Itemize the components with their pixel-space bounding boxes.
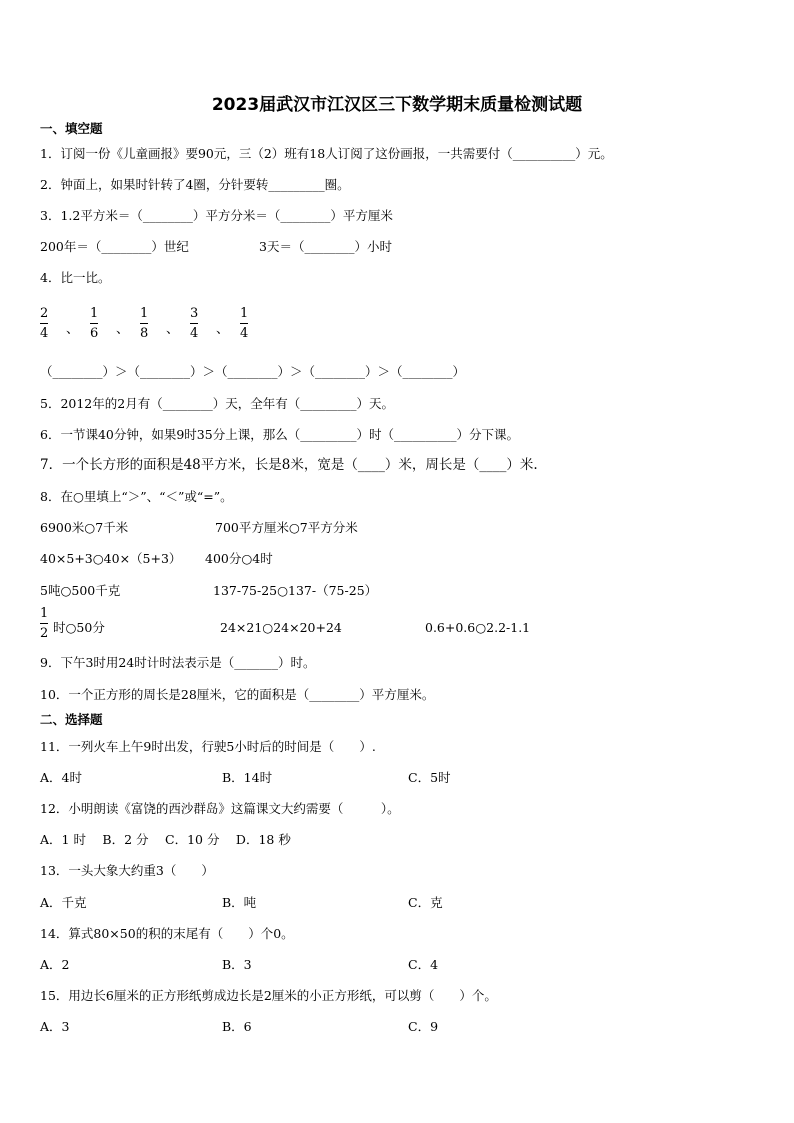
fraction-2-denominator: 6 [90,326,99,341]
question-8-row-3b: 137-75-25○137-（75-25） [213,583,378,598]
question-13-option-b: B．吨 [222,895,257,910]
question-8-row-4a: 时○50分 [53,620,105,635]
fraction-bar [240,323,248,324]
fraction-4 [190,306,198,341]
fraction-bar [90,323,98,324]
page-title: 2023届武汉市江汉区三下数学期末质量检测试题 [211,95,583,115]
question-5: 5．2012年的2月有（________）天，全年有（_________）天。 [40,396,394,411]
fraction-2 [90,306,98,341]
fraction-half [40,606,48,641]
fraction-3 [140,306,148,341]
fraction-half-denominator: 2 [40,626,49,641]
question-1: 1．订阅一份《儿童画报》要90元，三（2）班有18人订阅了这份画报，一共需要付（__________）元。 [40,146,613,161]
question-6: 6．一节课40分钟，如果9时35分上课，那么（_________）时（__________）分下课。 [40,427,519,442]
question-13: 13．一头大象大约重3（ ） [40,863,214,878]
fraction-half-numerator: 1 [40,606,49,621]
fraction-3-denominator: 8 [140,326,149,341]
fraction-2-numerator: 1 [90,306,99,321]
question-8-row-2b: 400分○4时 [205,551,273,566]
question-8-row-4b: 24×21○24×20+24 [220,620,342,635]
question-11-option-c: C．5时 [408,770,451,785]
question-11-option-a: A．4时 [40,770,82,785]
question-11: 11．一列火车上午9时出发，行驶5小时后的时间是（ ）. [40,739,376,754]
question-14-option-c: C．4 [408,957,439,972]
fraction-1-denominator: 4 [40,326,49,341]
question-3-line-2b: 3天＝（________）小时 [259,239,392,254]
fraction-4-numerator: 3 [190,306,199,321]
question-7: 7．一个长方形的面积是48平方米，长是8米，宽是（____）米，周长是（____）米. [40,457,538,473]
question-13-option-a: A．千克 [40,895,87,910]
question-9: 9．下午3时用24时计时法表示是（_______）时。 [40,655,316,670]
section-heading-choice: 二、选择题 [40,712,103,727]
question-4: 4．比一比。 [40,270,111,285]
fraction-bar [40,323,48,324]
fraction-separator: 、 [166,322,180,337]
question-14: 14．算式80×50的积的末尾有（ ）个0。 [40,926,294,941]
fraction-bar [190,323,198,324]
fraction-1-numerator: 2 [40,306,49,321]
fraction-1 [40,306,48,341]
question-15-option-c: C．9 [408,1019,439,1034]
fraction-separator: 、 [116,322,130,337]
fraction-separator: 、 [216,322,230,337]
question-15-option-b: B．6 [222,1019,252,1034]
fraction-separator: 、 [66,322,80,337]
question-15-option-a: A．3 [40,1019,70,1034]
fraction-3-numerator: 1 [140,306,149,321]
fraction-5 [240,306,248,341]
question-12-options: A．1 时 B．2 分 C．10 分 D．18 秒 [40,832,291,847]
question-8: 8．在○里填上“＞”、“＜”或“=”。 [40,489,233,504]
question-8-row-3a: 5吨○500千克 [40,583,121,598]
section-heading-fill: 一、填空题 [40,121,103,136]
question-13-option-c: C．克 [408,895,443,910]
fraction-bar [40,623,48,624]
question-10: 10．一个正方形的周长是28厘米，它的面积是（________）平方厘米。 [40,687,435,702]
fraction-bar [140,323,148,324]
question-12: 12．小明朗读《富饶的西沙群岛》这篇课文大约需要（ ）。 [40,801,400,816]
question-11-option-b: B．14时 [222,770,273,785]
question-2: 2．钟面上，如果时针转了4圈，分针要转_________圈。 [40,177,350,192]
question-8-row-1a: 6900米○7千米 [40,520,129,535]
question-4-blanks: （________）＞（________）＞（________）＞（________）＞（________） [40,364,466,379]
question-8-row-4c: 0.6+0.6○2.2-1.1 [425,620,531,635]
question-3-line-1: 3．1.2平方米＝（________）平方分米＝（________）平方厘米 [40,208,393,223]
question-8-row-2a: 40×5+3○40×（5+3） [40,551,182,566]
question-14-option-a: A．2 [40,957,70,972]
question-15: 15．用边长6厘米的正方形纸剪成边长是2厘米的小正方形纸，可以剪（ ）个。 [40,988,497,1003]
fraction-5-numerator: 1 [240,306,249,321]
fraction-5-denominator: 4 [240,326,249,341]
question-14-option-b: B．3 [222,957,252,972]
question-8-row-1b: 700平方厘米○7平方分米 [215,520,358,535]
question-3-line-2a: 200年＝（________）世纪 [40,239,189,254]
fraction-4-denominator: 4 [190,326,199,341]
